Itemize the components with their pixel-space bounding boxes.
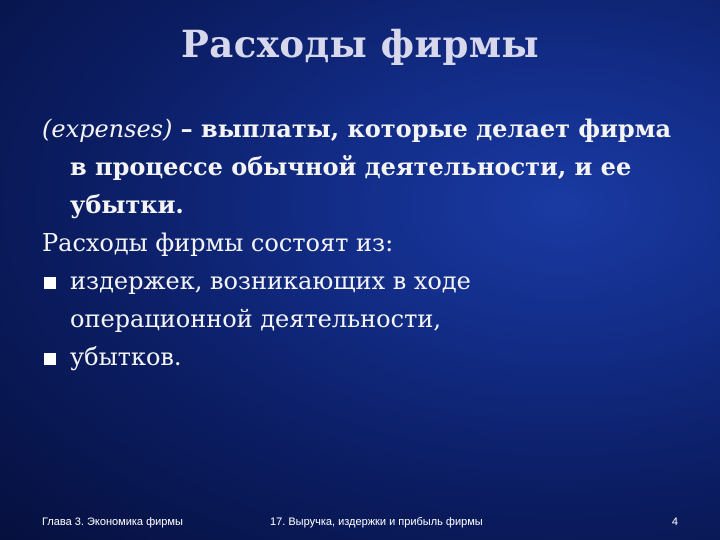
- footer-chapter: Глава 3. Экономика фирмы: [42, 516, 183, 528]
- definition-term: (expenses): [42, 115, 173, 143]
- definition-paragraph: [42, 110, 702, 224]
- bullet-line-1: издержек, возникающих в ходе: [70, 267, 471, 295]
- bullet-item: [42, 338, 702, 376]
- footer-page-number: 4: [671, 516, 678, 528]
- definition-line-2: в процессе обычной деятельности, и ее: [70, 152, 632, 181]
- square-bullet-icon: [44, 353, 56, 365]
- square-bullet-icon: [44, 277, 56, 289]
- bullet-line-2: операционной деятельности,: [70, 305, 441, 333]
- slide-body: [42, 110, 702, 376]
- definition-line-1: – выплаты, которые делает фирма: [172, 114, 671, 143]
- bullet-line-1: убытков.: [70, 343, 182, 371]
- footer-topic: 17. Выручка, издержки и прибыль фирмы: [270, 516, 483, 528]
- bullet-item: [42, 262, 702, 338]
- composition-heading: Расходы фирмы состоят из:: [42, 229, 394, 257]
- slide-title: Расходы фирмы: [180, 22, 540, 66]
- definition-line-3: убытки.: [70, 190, 184, 219]
